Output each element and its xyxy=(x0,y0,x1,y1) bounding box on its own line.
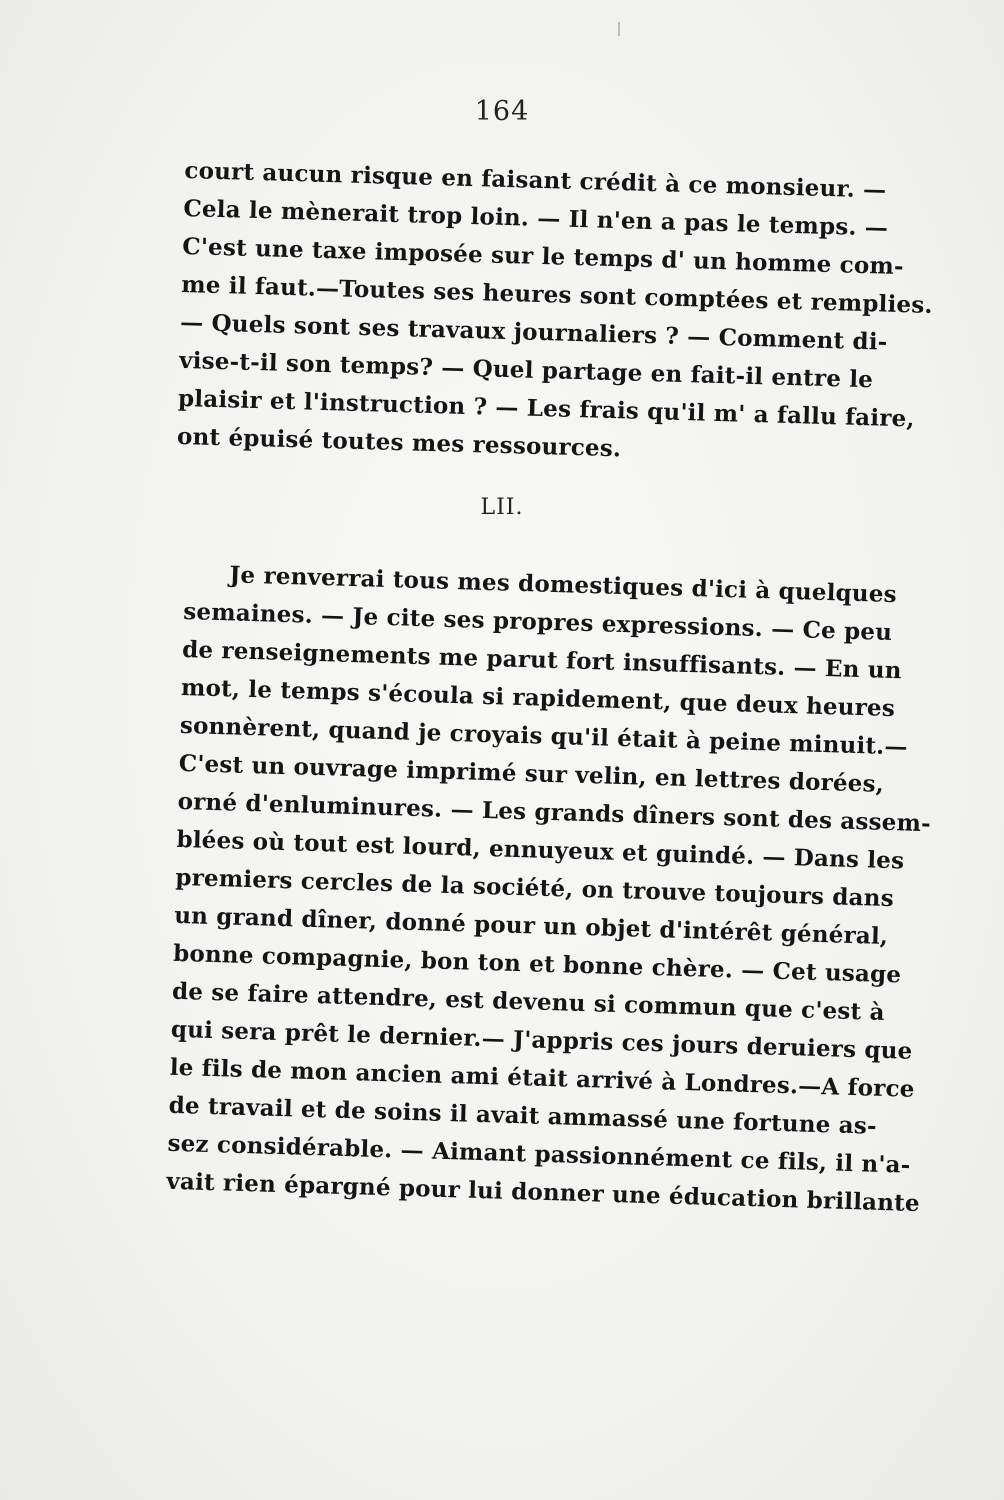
paragraph-lii xyxy=(166,555,932,1221)
text-line: blées où tout est lourd, ennuyeux et guindé. — Dans les xyxy=(176,825,905,875)
text-line: vait rien épargné pour lui donner une éducation brillante xyxy=(166,1167,921,1218)
text-line: sez considérable. — Aimant passionnément ce fils, il n'a- xyxy=(167,1129,911,1179)
text-line: bonne compagnie, bon ton et bonne chère. — Cet usage xyxy=(172,939,902,989)
text-line: C'est un ouvrage imprimé sur velin, en lettres dorées, xyxy=(178,749,885,798)
text-line: le fils de mon ancien ami était arrivé à Londres.—A force xyxy=(169,1053,916,1103)
text-line: Je renverrai tous mes domestiques d'ici à quelques xyxy=(229,561,898,609)
text-line: me il faut.—Toutes ses heures sont comptées et remplies. xyxy=(180,270,934,319)
text-line: semaines. — Je cite ses propres expressions. — Ce peu xyxy=(182,597,893,647)
text-line: plaisir et l'instruction ? — Les frais qu'il m' a fallu faire, xyxy=(177,384,916,433)
text-line: vise-t-il son temps? — Quel partage en fait-il entre le xyxy=(178,346,874,394)
text-line: de travail et de soins il avait ammassé une fortune as- xyxy=(168,1091,878,1140)
section-heading: LII. xyxy=(480,495,524,520)
text-line: orné d'enluminures. — Les grands dîners sont des assem- xyxy=(177,787,932,838)
text-line: — Quels sont ses travaux journaliers ? — Comment di- xyxy=(179,308,888,356)
text-line: ont épuisé toutes mes ressources. xyxy=(176,422,622,463)
paragraph-continued xyxy=(176,152,934,475)
text-line: de renseignements me parut fort insuffisants. — En un xyxy=(181,635,903,685)
text-line: premiers cercles de la société, on trouve toujours dans xyxy=(175,863,895,913)
text-line: court aucun risque en faisant crédit à ce monsieur. — xyxy=(184,156,887,204)
text-line: de se faire attendre, est devenu si commun que c'est à xyxy=(171,977,886,1026)
text-line: C'est une taxe imposée sur le temps d' un homme com- xyxy=(181,232,905,281)
page-number: 164 xyxy=(474,96,530,127)
text-line: Cela le mènerait trop loin. — Il n'en a pas le temps. — xyxy=(183,194,889,242)
paper-speck xyxy=(618,22,620,36)
text-line: qui sera prêt le dernier.— J'appris ces jours deruiers que xyxy=(170,1015,913,1065)
text-line: sonnèrent, quand je croyais qu'il était à peine minuit.— xyxy=(179,711,909,761)
text-line: mot, le temps s'écoula si rapidement, que deux heures xyxy=(180,673,896,723)
text-line: un grand dîner, donné pour un objet d'intérêt général, xyxy=(173,901,889,951)
